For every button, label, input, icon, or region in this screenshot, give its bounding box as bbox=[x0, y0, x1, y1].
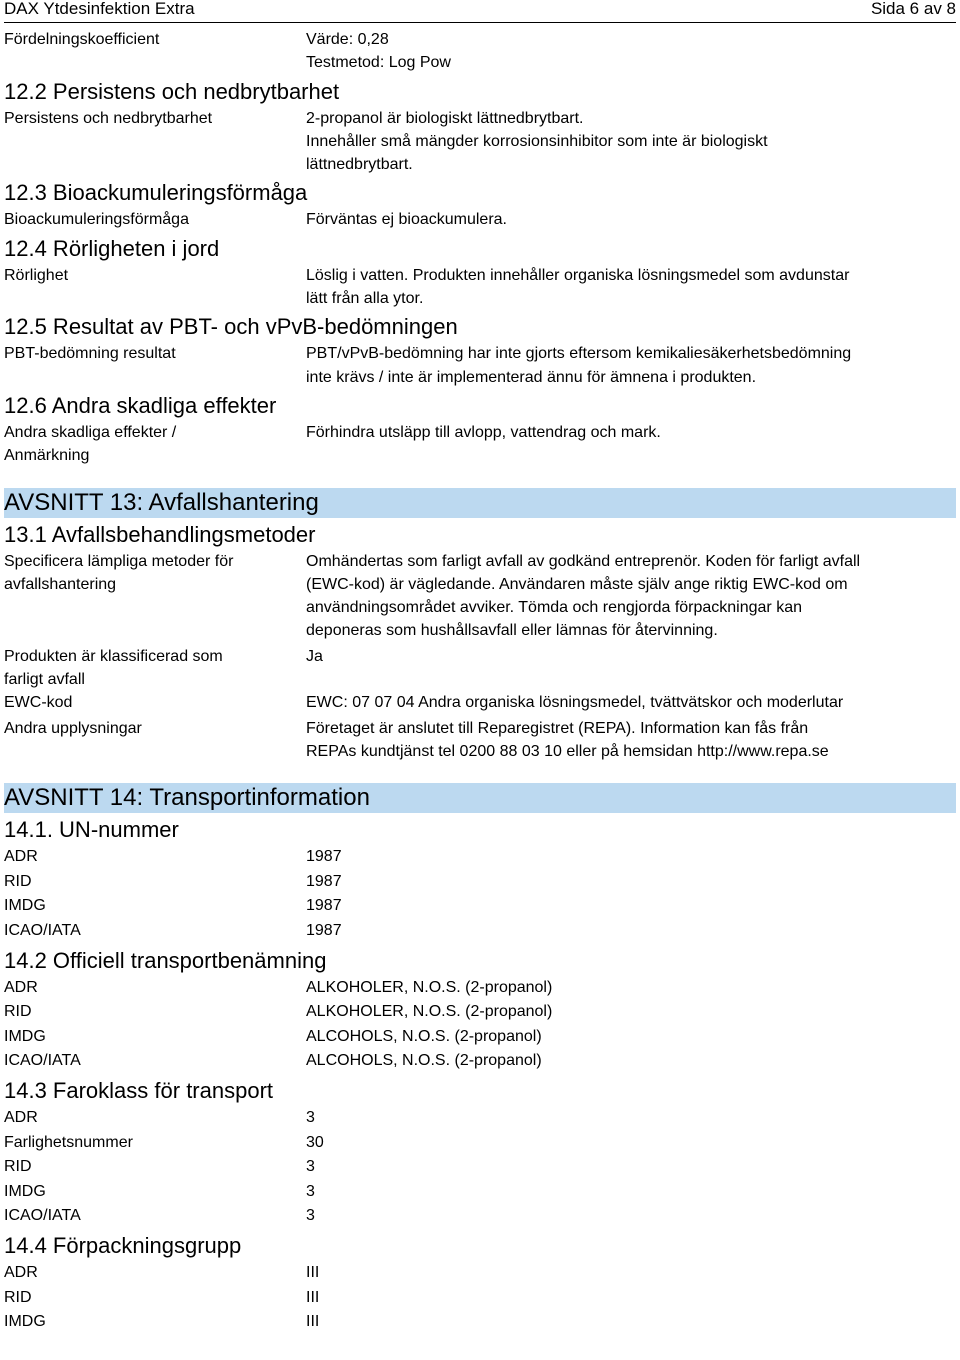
row-value: 3 bbox=[306, 1207, 315, 1225]
row-value bbox=[306, 550, 956, 643]
row-value: 1987 bbox=[306, 848, 342, 866]
row-value: III bbox=[306, 1263, 320, 1281]
row-value bbox=[306, 717, 956, 764]
row-value: Ja bbox=[306, 647, 323, 665]
row-value: Testmetod: Log Pow bbox=[306, 54, 451, 72]
row-value: 3 bbox=[306, 1158, 315, 1176]
page-number: Sida 6 av 8 bbox=[870, 0, 956, 18]
row-label: Persistens och nedbrytbarhet bbox=[4, 109, 213, 127]
subsection-heading-14-2: 14.2 Officiell transportbenämning bbox=[4, 947, 327, 973]
value-line: användningsområdet avviker. Tömda och rengjorda förpackningar kan bbox=[306, 599, 802, 617]
list-item bbox=[4, 1180, 956, 1205]
list-item bbox=[4, 1025, 956, 1050]
list-item bbox=[4, 1106, 956, 1131]
row-label: ADR bbox=[4, 978, 38, 996]
row-value: ALCOHOLS, N.O.S. (2-propanol) bbox=[306, 1027, 542, 1045]
row-label: PBT-bedömning resultat bbox=[4, 345, 176, 363]
value-line: Omhändertas som farligt avfall av godkänd entreprenör. Koden för farligt avfall bbox=[306, 552, 861, 570]
row-value: Förhindra utsläpp till avlopp, vattendrag och mark. bbox=[306, 423, 661, 441]
value-line: REPAs kundtjänst tel 0200 88 03 10 eller på hemsidan http://www.repa.se bbox=[306, 742, 829, 760]
row-value bbox=[306, 264, 956, 311]
row-value: 1987 bbox=[306, 922, 342, 940]
list-item bbox=[4, 919, 956, 944]
row-label: Andra upplysningar bbox=[4, 719, 142, 737]
value-line: PBT/vPvB-bedömning har inte gjorts eftersom kemikaliesäkerhetsbedömning bbox=[306, 345, 852, 363]
row-label: IMDG bbox=[4, 1313, 46, 1331]
value-line: lätt från alla ytor. bbox=[306, 290, 424, 308]
row-ewc-kod bbox=[4, 691, 956, 714]
row-value bbox=[306, 107, 956, 177]
value-line: lättnedbrytbart. bbox=[306, 156, 413, 174]
row-value: III bbox=[306, 1288, 320, 1306]
row-label: RID bbox=[4, 1288, 32, 1306]
row-label bbox=[4, 645, 306, 692]
subsection-heading-12-2: 12.2 Persistens och nedbrytbarhet bbox=[4, 78, 340, 104]
section-heading-14: AVSNITT 14: Transportinformation bbox=[4, 783, 956, 813]
row-klassificerad bbox=[4, 645, 956, 692]
row-label: EWC-kod bbox=[4, 694, 73, 712]
row-value: 1987 bbox=[306, 897, 342, 915]
row-value bbox=[306, 342, 956, 389]
list-item bbox=[4, 870, 956, 895]
value-line: Företaget är anslutet till Reparegistret (REPA). Information kan fås från bbox=[306, 719, 809, 737]
row-value: Värde: 0,28 bbox=[306, 31, 389, 48]
row-label: Farlighetsnummer bbox=[4, 1133, 133, 1151]
subsection-heading-14-4: 14.4 Förpackningsgrupp bbox=[4, 1232, 242, 1258]
subsection-heading-12-5: 12.5 Resultat av PBT- och vPvB-bedömningen bbox=[4, 314, 458, 340]
row-value: ALKOHOLER, N.O.S. (2-propanol) bbox=[306, 978, 553, 996]
row-rorlighet bbox=[4, 264, 956, 311]
list-item bbox=[4, 1155, 956, 1180]
subsection-heading-14-3: 14.3 Faroklass för transport bbox=[4, 1077, 274, 1103]
subsection-heading-13-1: 13.1 Avfallsbehandlingsmetoder bbox=[4, 521, 316, 547]
row-label: RID bbox=[4, 1158, 32, 1176]
packing-group-list bbox=[4, 1261, 956, 1335]
row-persistens bbox=[4, 107, 956, 177]
row-bioackumulering bbox=[4, 208, 956, 231]
list-item bbox=[4, 1000, 956, 1025]
list-item bbox=[4, 845, 956, 870]
row-label bbox=[4, 421, 306, 468]
value-line: 2-propanol är biologiskt lättnedbrytbart. bbox=[306, 109, 584, 127]
label-line: farligt avfall bbox=[4, 671, 85, 689]
label-line: Produkten är klassificerad som bbox=[4, 647, 223, 665]
label-line: Specificera lämpliga metoder för bbox=[4, 552, 234, 570]
row-value: 3 bbox=[306, 1108, 315, 1126]
label-line: avfallshantering bbox=[4, 575, 117, 593]
row-value: Förväntas ej bioackumulera. bbox=[306, 211, 507, 229]
subsection-heading-14-1: 14.1. UN-nummer bbox=[4, 817, 179, 843]
page-header bbox=[4, 0, 956, 23]
value-line: deponeras som hushållsavfall eller lämnas för återvinning. bbox=[306, 622, 718, 640]
value-line: Löslig i vatten. Produkten innehåller organiska lösningsmedel som avdunstar bbox=[306, 266, 850, 284]
row-testmetod bbox=[4, 51, 956, 74]
row-value: 1987 bbox=[306, 872, 342, 890]
transport-name-list bbox=[4, 976, 956, 1074]
row-label: IMDG bbox=[4, 1182, 46, 1200]
value-line: Innehåller små mängder korrosionsinhibitor som inte är biologiskt bbox=[306, 132, 768, 150]
list-item bbox=[4, 1261, 956, 1286]
row-andra-skadliga bbox=[4, 421, 956, 468]
un-number-list bbox=[4, 845, 956, 943]
row-value: ALCOHOLS, N.O.S. (2-propanol) bbox=[306, 1052, 542, 1070]
value-line: inte krävs / inte är implementerad ännu för ämnena i produkten. bbox=[306, 368, 757, 386]
row-label bbox=[4, 550, 306, 643]
list-item bbox=[4, 1204, 956, 1229]
document-title: DAX Ytdesinfektion Extra bbox=[4, 0, 195, 18]
row-label: RID bbox=[4, 1003, 32, 1021]
row-specificera bbox=[4, 550, 956, 643]
list-item bbox=[4, 894, 956, 919]
row-fordelningskoefficient bbox=[4, 28, 956, 51]
row-andra-upplysningar bbox=[4, 717, 956, 764]
row-value: EWC: 07 07 04 Andra organiska lösningsmedel, tvättvätskor och moderlutar bbox=[306, 694, 844, 712]
row-label: IMDG bbox=[4, 897, 46, 915]
list-item bbox=[4, 1286, 956, 1311]
row-label: Bioackumuleringsförmåga bbox=[4, 211, 189, 229]
row-label: ICAO/IATA bbox=[4, 922, 81, 940]
row-label: ADR bbox=[4, 1108, 38, 1126]
row-label: Fördelningskoefficient bbox=[4, 31, 160, 48]
row-value: 30 bbox=[306, 1133, 324, 1151]
list-item bbox=[4, 1131, 956, 1156]
row-label: ICAO/IATA bbox=[4, 1207, 81, 1225]
row-value: ALKOHOLER, N.O.S. (2-propanol) bbox=[306, 1003, 553, 1021]
row-label: ADR bbox=[4, 1263, 38, 1281]
row-label: IMDG bbox=[4, 1027, 46, 1045]
subsection-heading-12-4: 12.4 Rörligheten i jord bbox=[4, 235, 220, 261]
subsection-heading-12-6: 12.6 Andra skadliga effekter bbox=[4, 392, 277, 418]
row-label: RID bbox=[4, 872, 32, 890]
row-value: 3 bbox=[306, 1182, 315, 1200]
subsection-heading-12-3: 12.3 Bioackumuleringsförmåga bbox=[4, 180, 308, 206]
document-content bbox=[4, 28, 956, 1335]
value-line: (EWC-kod) är vägledande. Användaren måste själv ange riktig EWC-kod om bbox=[306, 575, 848, 593]
section-heading-13: AVSNITT 13: Avfallshantering bbox=[4, 488, 956, 518]
label-line: Andra skadliga effekter / bbox=[4, 423, 177, 441]
row-label-empty bbox=[4, 51, 306, 74]
row-value: III bbox=[306, 1313, 320, 1331]
row-label: ADR bbox=[4, 848, 38, 866]
list-item bbox=[4, 976, 956, 1001]
row-label: Rörlighet bbox=[4, 266, 69, 284]
list-item bbox=[4, 1310, 956, 1335]
list-item bbox=[4, 1049, 956, 1074]
label-line: Anmärkning bbox=[4, 447, 90, 465]
row-label: ICAO/IATA bbox=[4, 1052, 81, 1070]
row-pbt bbox=[4, 342, 956, 389]
hazard-class-list bbox=[4, 1106, 956, 1229]
